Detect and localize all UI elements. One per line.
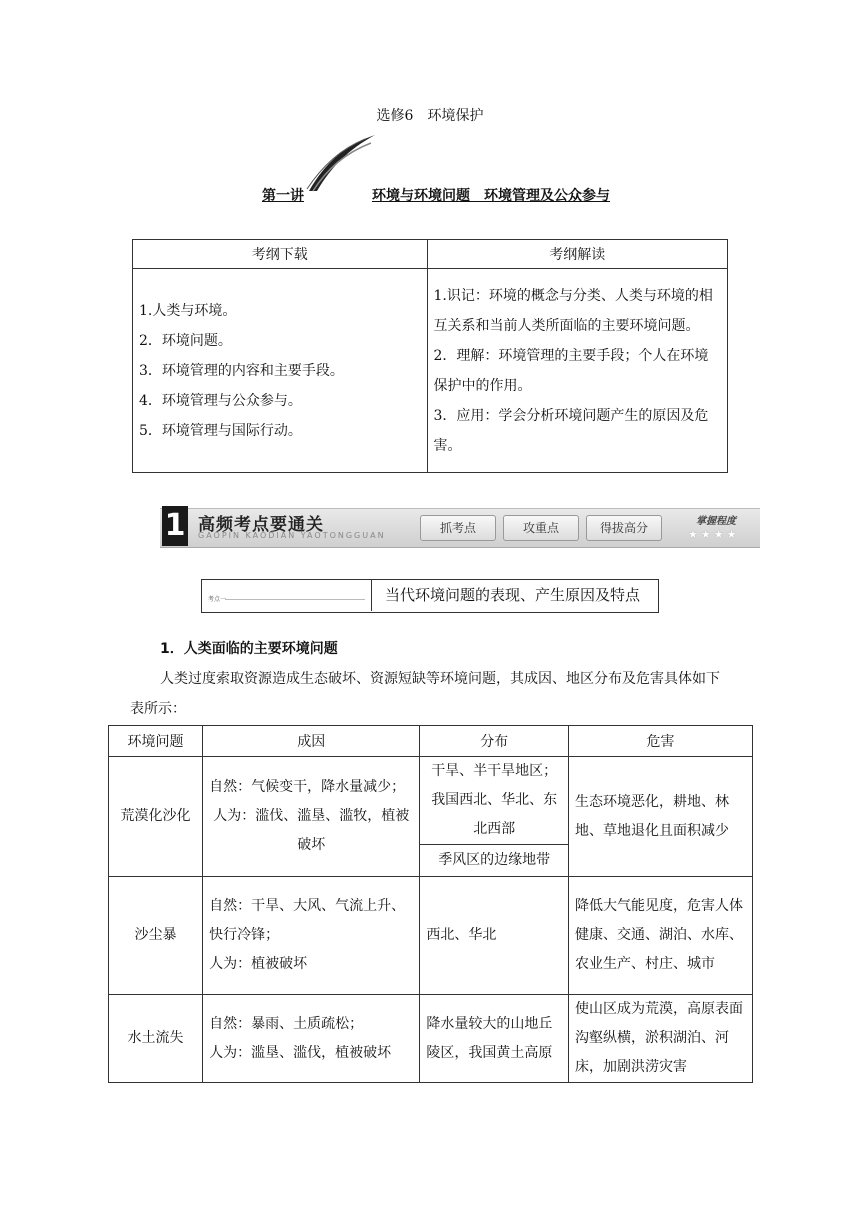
banner-number-badge: 1 (162, 506, 188, 546)
keypoint-divider (225, 599, 365, 600)
cause-human: 人为：滥伐、滥垦、滥牧，植被破坏 (213, 808, 410, 853)
cause-human: 人为：滥垦、滥伐，植被破坏 (209, 1044, 392, 1061)
banner-subtitle: GAOPIN KAODIAN YAOTONGGUAN (198, 531, 386, 540)
download-item: 2．环境问题。 (139, 332, 232, 349)
syllabus-download-cell (133, 269, 428, 473)
table-row (109, 995, 753, 1083)
problems-header-row (109, 726, 753, 757)
tackle-key-points-button[interactable]: 攻重点 (503, 515, 579, 541)
header-distribution: 分布 (420, 726, 569, 757)
problem-harm: 使山区成为荒漠，高原表面沟壑纵横，淤积湖泊、河床，加剧洪涝灾害 (569, 995, 753, 1083)
keypoint-title: 当代环境问题的表现、产生原因及特点 (385, 586, 641, 604)
problem-name: 沙尘暴 (109, 877, 203, 995)
problem-harm: 生态环境恶化，耕地、林地、草地退化且面积减少 (569, 757, 753, 877)
download-item: 3．环境管理的内容和主要手段。 (139, 362, 344, 379)
grasp-points-button[interactable]: 抓考点 (420, 515, 496, 541)
cause-natural: 自然：干旱、大风、气流上升、快行冷锋； (209, 898, 406, 943)
score-high-button[interactable]: 得拔高分 (586, 515, 662, 541)
environment-problems-table (108, 725, 753, 1083)
problem-harm: 降低大气能见度，危害人体健康、交通、湖泊、水库、农业生产、村庄、城市 (569, 877, 753, 995)
problem-distribution: 降水量较大的山地丘陵区，我国黄土高原 (420, 995, 569, 1083)
cause-human: 人为：植被破坏 (209, 956, 308, 972)
cause-natural: 自然：气候变干，降水量减少； (209, 779, 406, 795)
section-heading: 1．人类面临的主要环境问题 (160, 641, 338, 657)
problem-cause (203, 995, 420, 1083)
header-harm: 危害 (569, 726, 753, 757)
keypoint-label-cell (201, 579, 372, 611)
download-item: 1.人类与环境。 (139, 302, 237, 319)
lecture-title: 环境与环境问题 环境管理及公众参与 (372, 188, 610, 204)
problem-distribution-secondary: 季风区的边缘地带 (420, 845, 569, 877)
banner-title: 高频考点要通关 (198, 515, 324, 535)
page-header: 选修6 环境保护 (376, 108, 484, 124)
problem-cause (203, 877, 420, 995)
syllabus-table (132, 239, 728, 473)
problem-cause (203, 757, 420, 877)
interpretation-item: 3．应用：学会分析环境问题产生的原因及危害。 (433, 407, 709, 454)
table-row (109, 877, 753, 995)
swoosh-logo-icon (305, 133, 377, 195)
problem-name: 水土流失 (109, 995, 203, 1083)
lecture-number: 第一讲 (262, 188, 304, 204)
mastery-label: 掌握程度 (696, 516, 736, 527)
syllabus-interpretation-cell (427, 269, 728, 473)
header-problem: 环境问题 (109, 726, 203, 757)
header-cause: 成因 (203, 726, 420, 757)
interpretation-item: 2．理解：环境管理的主要手段；个人在环境保护中的作用。 (433, 347, 709, 394)
table-row (109, 757, 753, 845)
problem-distribution: 西北、华北 (420, 877, 569, 995)
syllabus-header-download: 考纲下载 (133, 240, 428, 269)
syllabus-body-row (133, 269, 728, 473)
problem-distribution: 干旱、半干旱地区；我国西北、华北、东北西部 (420, 757, 569, 845)
mastery-stars-icon: ★★★★ (688, 528, 740, 541)
syllabus-header-interpretation: 考纲解读 (427, 240, 728, 269)
download-item: 5．环境管理与国际行动。 (139, 422, 302, 439)
problem-name: 荒漠化沙化 (109, 757, 203, 877)
section-intro: 人类过度索取资源造成生态破坏、资源短缺等环境问题，其成因、地区分布及危害具体如下表所示： (130, 671, 720, 717)
keypoint-tag: 考点一 (208, 596, 227, 603)
syllabus-header-row (133, 240, 728, 269)
download-item: 4．环境管理与公众参与。 (139, 392, 302, 409)
cause-natural: 自然：暴雨、土质疏松； (209, 1015, 364, 1032)
interpretation-item: 1.识记：环境的概念与分类、人类与环境的相互关系和当前人类所面临的主要环境问题。 (433, 287, 713, 334)
